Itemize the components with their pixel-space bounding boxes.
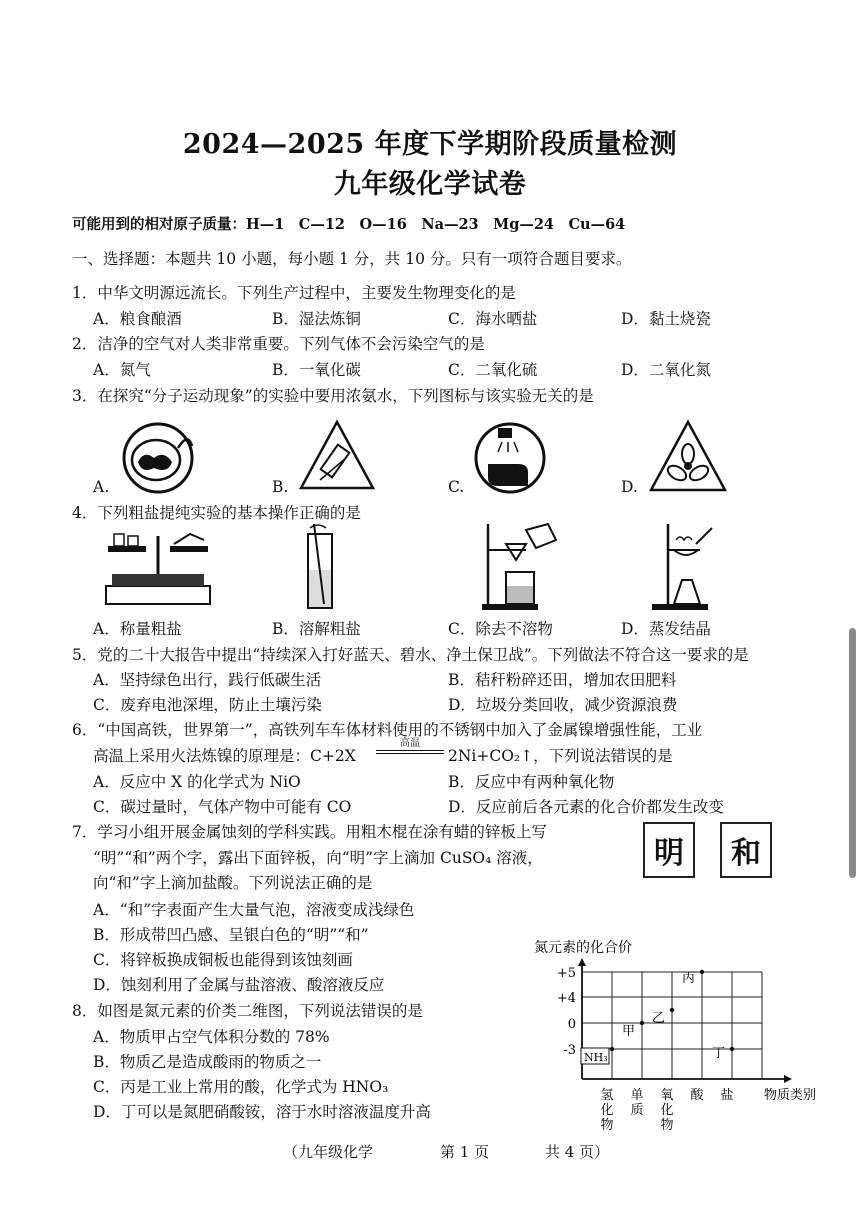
q2-option-c: C．二氧化硫 — [448, 361, 538, 379]
point-label: 丁 — [712, 1046, 726, 1061]
q4-option-b: B．溶解粗盐 — [272, 620, 361, 638]
point-label: 甲 — [622, 1024, 636, 1039]
data-point — [640, 1021, 644, 1025]
point-label: NH₃ — [584, 1051, 608, 1064]
x-tick-label: 氧化物 — [660, 1088, 674, 1133]
data-point — [610, 1047, 614, 1051]
q2-option-b: B．一氧化碳 — [272, 361, 361, 379]
q6-option-c: C．碳过量时，气体产物中可能有 CO — [93, 798, 352, 816]
question-8-stem: 8．如图是氮元素的价类二维图，下列说法错误的是 — [72, 1002, 423, 1020]
x-tick-label: 单质 — [630, 1088, 644, 1118]
q8-option-d: D．丁可以是氮肥硝酸铵，溶于水时溶液温度升高 — [93, 1103, 431, 1121]
y-axis-arrow — [578, 958, 586, 966]
q4-option-d: D．蒸发结晶 — [621, 620, 711, 638]
etched-char-ming: 明 — [643, 822, 695, 878]
q8-option-a: A．物质甲占空气体积分数的 78% — [93, 1028, 330, 1046]
q3-option-a: A. — [93, 478, 110, 496]
question-7-stem-line2: “明”“和”两个字，露出下面锌板，向“明”字上滴加 CuSO₄ 溶液， — [93, 849, 543, 867]
question-6-stem-line1: 6．“中国高铁，世界第一”，高铁列车车体材料使用的不锈钢中加入了金属镍增强性能，工业 — [72, 721, 703, 739]
q3-option-c: C. — [448, 478, 465, 496]
x-axis-arrow — [784, 1075, 792, 1083]
question-6-stem-line2a: 高温上采用火法炼镍的原理是：C+2X — [93, 747, 356, 765]
reaction-condition — [376, 738, 444, 754]
goggles-icon — [120, 418, 200, 498]
q7-option-c: C．将锌板换成铜板也能得到该蚀刻画 — [93, 951, 353, 969]
y-tick-label: +5 — [556, 966, 576, 981]
q2-option-a: A．氮气 — [93, 361, 151, 379]
x-tick-label: 酸 — [690, 1088, 704, 1103]
q7-option-d: D．蚀刻利用了金属与盐溶液、酸溶液反应 — [93, 976, 385, 994]
q5-option-b: B．秸秆粉碎还田，增加农田肥料 — [448, 671, 677, 689]
q7-option-b: B．形成带凹凸感、呈银白色的“明”“和” — [93, 926, 369, 944]
question-4-stem: 4．下列粗盐提纯实验的基本操作正确的是 — [72, 504, 361, 522]
point-label: 乙 — [652, 1011, 666, 1026]
y-tick-label: 0 — [567, 1017, 576, 1032]
q6-option-b: B．反应中有两种氧化物 — [448, 773, 615, 791]
beaker-stirring-icon — [300, 520, 344, 612]
x-tick-label: 盐 — [720, 1088, 734, 1103]
data-point — [730, 1047, 734, 1051]
q1-option-d: D．黏土烧瓷 — [621, 310, 711, 328]
data-point — [700, 970, 704, 974]
balance-scale-icon — [98, 526, 218, 608]
footer-page-number: 第 1 页 — [440, 1143, 490, 1161]
q3-option-b: B. — [272, 478, 289, 496]
atomic-masses: 可能用到的相对原子质量：H—1 C—12 O—16 Na—23 Mg—24 Cu—64 — [72, 216, 626, 233]
question-5-stem: 5．党的二十大报告中提出“持续深入打好蓝天、碧水、净土保卫战”。下列做法不符合这一要求的是 — [72, 646, 749, 664]
q6-option-a: A．反应中 X 的化学式为 NiO — [93, 773, 301, 791]
x-axis-label: 物质类别 — [764, 1088, 817, 1103]
footer-subject: （九年级化学 — [283, 1143, 374, 1161]
reaction-condition-label: 高温 — [400, 738, 420, 749]
q1-option-c: C．海水晒盐 — [448, 310, 538, 328]
corrosive-icon — [298, 418, 376, 492]
question-3-stem: 3．在探究“分子运动现象”的实验中要用浓氨水，下列图标与该实验无关的是 — [72, 387, 594, 405]
q3-option-d: D. — [621, 478, 638, 496]
q4-option-c: C．除去不溶物 — [448, 620, 553, 638]
q8-option-b: B．物质乙是造成酸雨的物质之一 — [93, 1053, 322, 1071]
reaction-equals-sign — [376, 750, 444, 754]
q5-option-c: C．废弃电池深埋，防止土壤污染 — [93, 696, 322, 714]
question-6-stem-line2b: 2Ni+CO₂↑，下列说法错误的是 — [448, 747, 673, 765]
x-tick-label: 氢化物 — [600, 1088, 614, 1133]
q6-option-d: D．反应前后各元素的化合价都发生改变 — [448, 798, 724, 816]
scrollbar-thumb[interactable] — [849, 628, 856, 878]
ventilation-icon — [648, 418, 728, 494]
question-1-stem: 1．中华文明源远流长。下列生产过程中，主要发生物理变化的是 — [72, 284, 516, 302]
q5-option-d: D．垃圾分类回收，减少资源浪费 — [448, 696, 678, 714]
nitrogen-valence-chart — [520, 934, 817, 1133]
data-point — [670, 1008, 674, 1012]
q1-option-a: A．粮食酿酒 — [93, 310, 182, 328]
evaporation-setup-icon — [640, 520, 724, 612]
chart-title: 氮元素的化合价 — [534, 940, 632, 956]
footer-total-pages: 共 4 页） — [545, 1143, 610, 1161]
q2-option-d: D．二氧化氮 — [621, 361, 711, 379]
question-7-stem-line3: 向“和”字上滴加盐酸。下列说法正确的是 — [93, 874, 373, 892]
exam-subtitle: 九年级化学试卷 — [333, 169, 527, 200]
filtration-setup-icon — [478, 520, 568, 612]
hand-wash-icon — [472, 420, 552, 500]
question-2-stem: 2．洁净的空气对人类非常重要。下列气体不会污染空气的是 — [72, 335, 485, 353]
question-7-stem-line1: 7．学习小组开展金属蚀刻的学科实践。用粗木棍在涂有蜡的锌板上写 — [72, 823, 547, 841]
exam-title: 2024—2025 年度下学期阶段质量检测 — [182, 129, 678, 160]
q8-option-c: C．丙是工业上常用的酸，化学式为 HNO₃ — [93, 1078, 389, 1096]
y-tick-label: -3 — [563, 1043, 576, 1058]
q7-option-a: A．“和”字表面产生大量气泡，溶液变成浅绿色 — [93, 901, 415, 919]
y-tick-label: +4 — [556, 991, 576, 1006]
q4-option-a: A．称量粗盐 — [93, 620, 182, 638]
etched-char-he: 和 — [720, 822, 772, 878]
section-heading: 一、选择题：本题共 10 小题，每小题 1 分，共 10 分。只有一项符合题目要求。 — [72, 250, 632, 268]
point-label: 丙 — [682, 971, 696, 986]
q5-option-a: A．坚持绿色出行，践行低碳生活 — [93, 671, 322, 689]
q1-option-b: B．湿法炼铜 — [272, 310, 361, 328]
